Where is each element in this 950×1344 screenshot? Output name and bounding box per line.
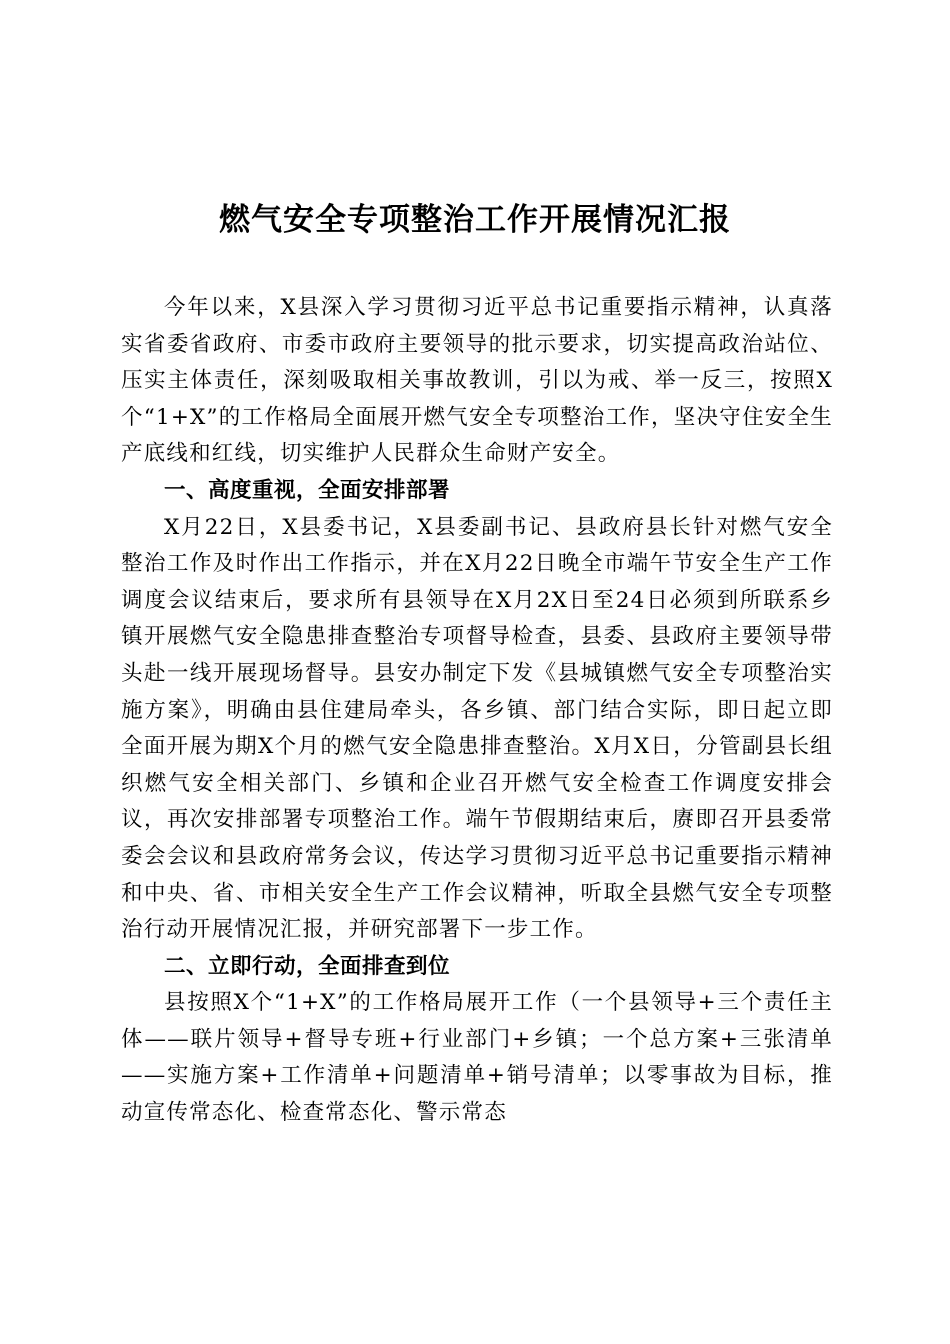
document-body — [121, 290, 833, 1132]
section-heading-1: 一、高度重视，全面安排部署 — [164, 477, 451, 503]
intro-paragraph: 今年以来，X县深入学习贯彻习近平总书记重要指示精神，认真落实省委省政府、市委市政府主要领导的批示要求，切实提高政治站位、压实主体责任，深刻吸取相关事故教训，引以为戒、举一反三，按照X个“1+X”的工作格局全面展开燃气安全专项整治工作，坚决守住安全生产底线和红线，切实维护人民群众生命财产安全。 — [121, 295, 833, 467]
section-body-2: 县按照X个“1+X”的工作格局展开工作（一个县领导+三个责任主体——联片领导+督导专班+行业部门+乡镇；一个总方案+三张清单——实施方案+工作清单+问题清单+销号清单；以零事故为目标，推动宣传常态化、检查常态化、警示常态 — [121, 990, 833, 1126]
section-heading-2: 二、立即行动，全面排查到位 — [164, 953, 451, 979]
section-body-1: X月22日，X县委书记，X县委副书记、县政府县长针对燃气安全整治工作及时作出工作指示，并在X月22日晚全市端午节安全生产工作调度会议结束后，要求所有县领导在X月2X日至24日必须到所联系乡镇开展燃气安全隐患排查整治专项督导检查，县委、县政府主要领导带头赴一线开展现场督导。县安办制定下发《县城镇燃气安全专项整治实施方案》，明确由县住建局牵头，各乡镇、部门结合实际，即日起立即全面开展为期X个月的燃气安全隐患排查整治。X月X日，分管副县长组织燃气安全相关部门、乡镇和企业召开燃气安全检查工作调度安排会议，再次安排部署专项整治工作。端午节假期结束后，赓即召开县委常委会会议和县政府常务会议，传达学习贯彻习近平总书记重要指示精神和中央、省、市相关安全生产工作会议精神，听取全县燃气安全专项整治行动开展情况汇报，并研究部署下一步工作。 — [121, 514, 833, 943]
document-title: 燃气安全专项整治工作开展情况汇报 — [219, 202, 731, 238]
